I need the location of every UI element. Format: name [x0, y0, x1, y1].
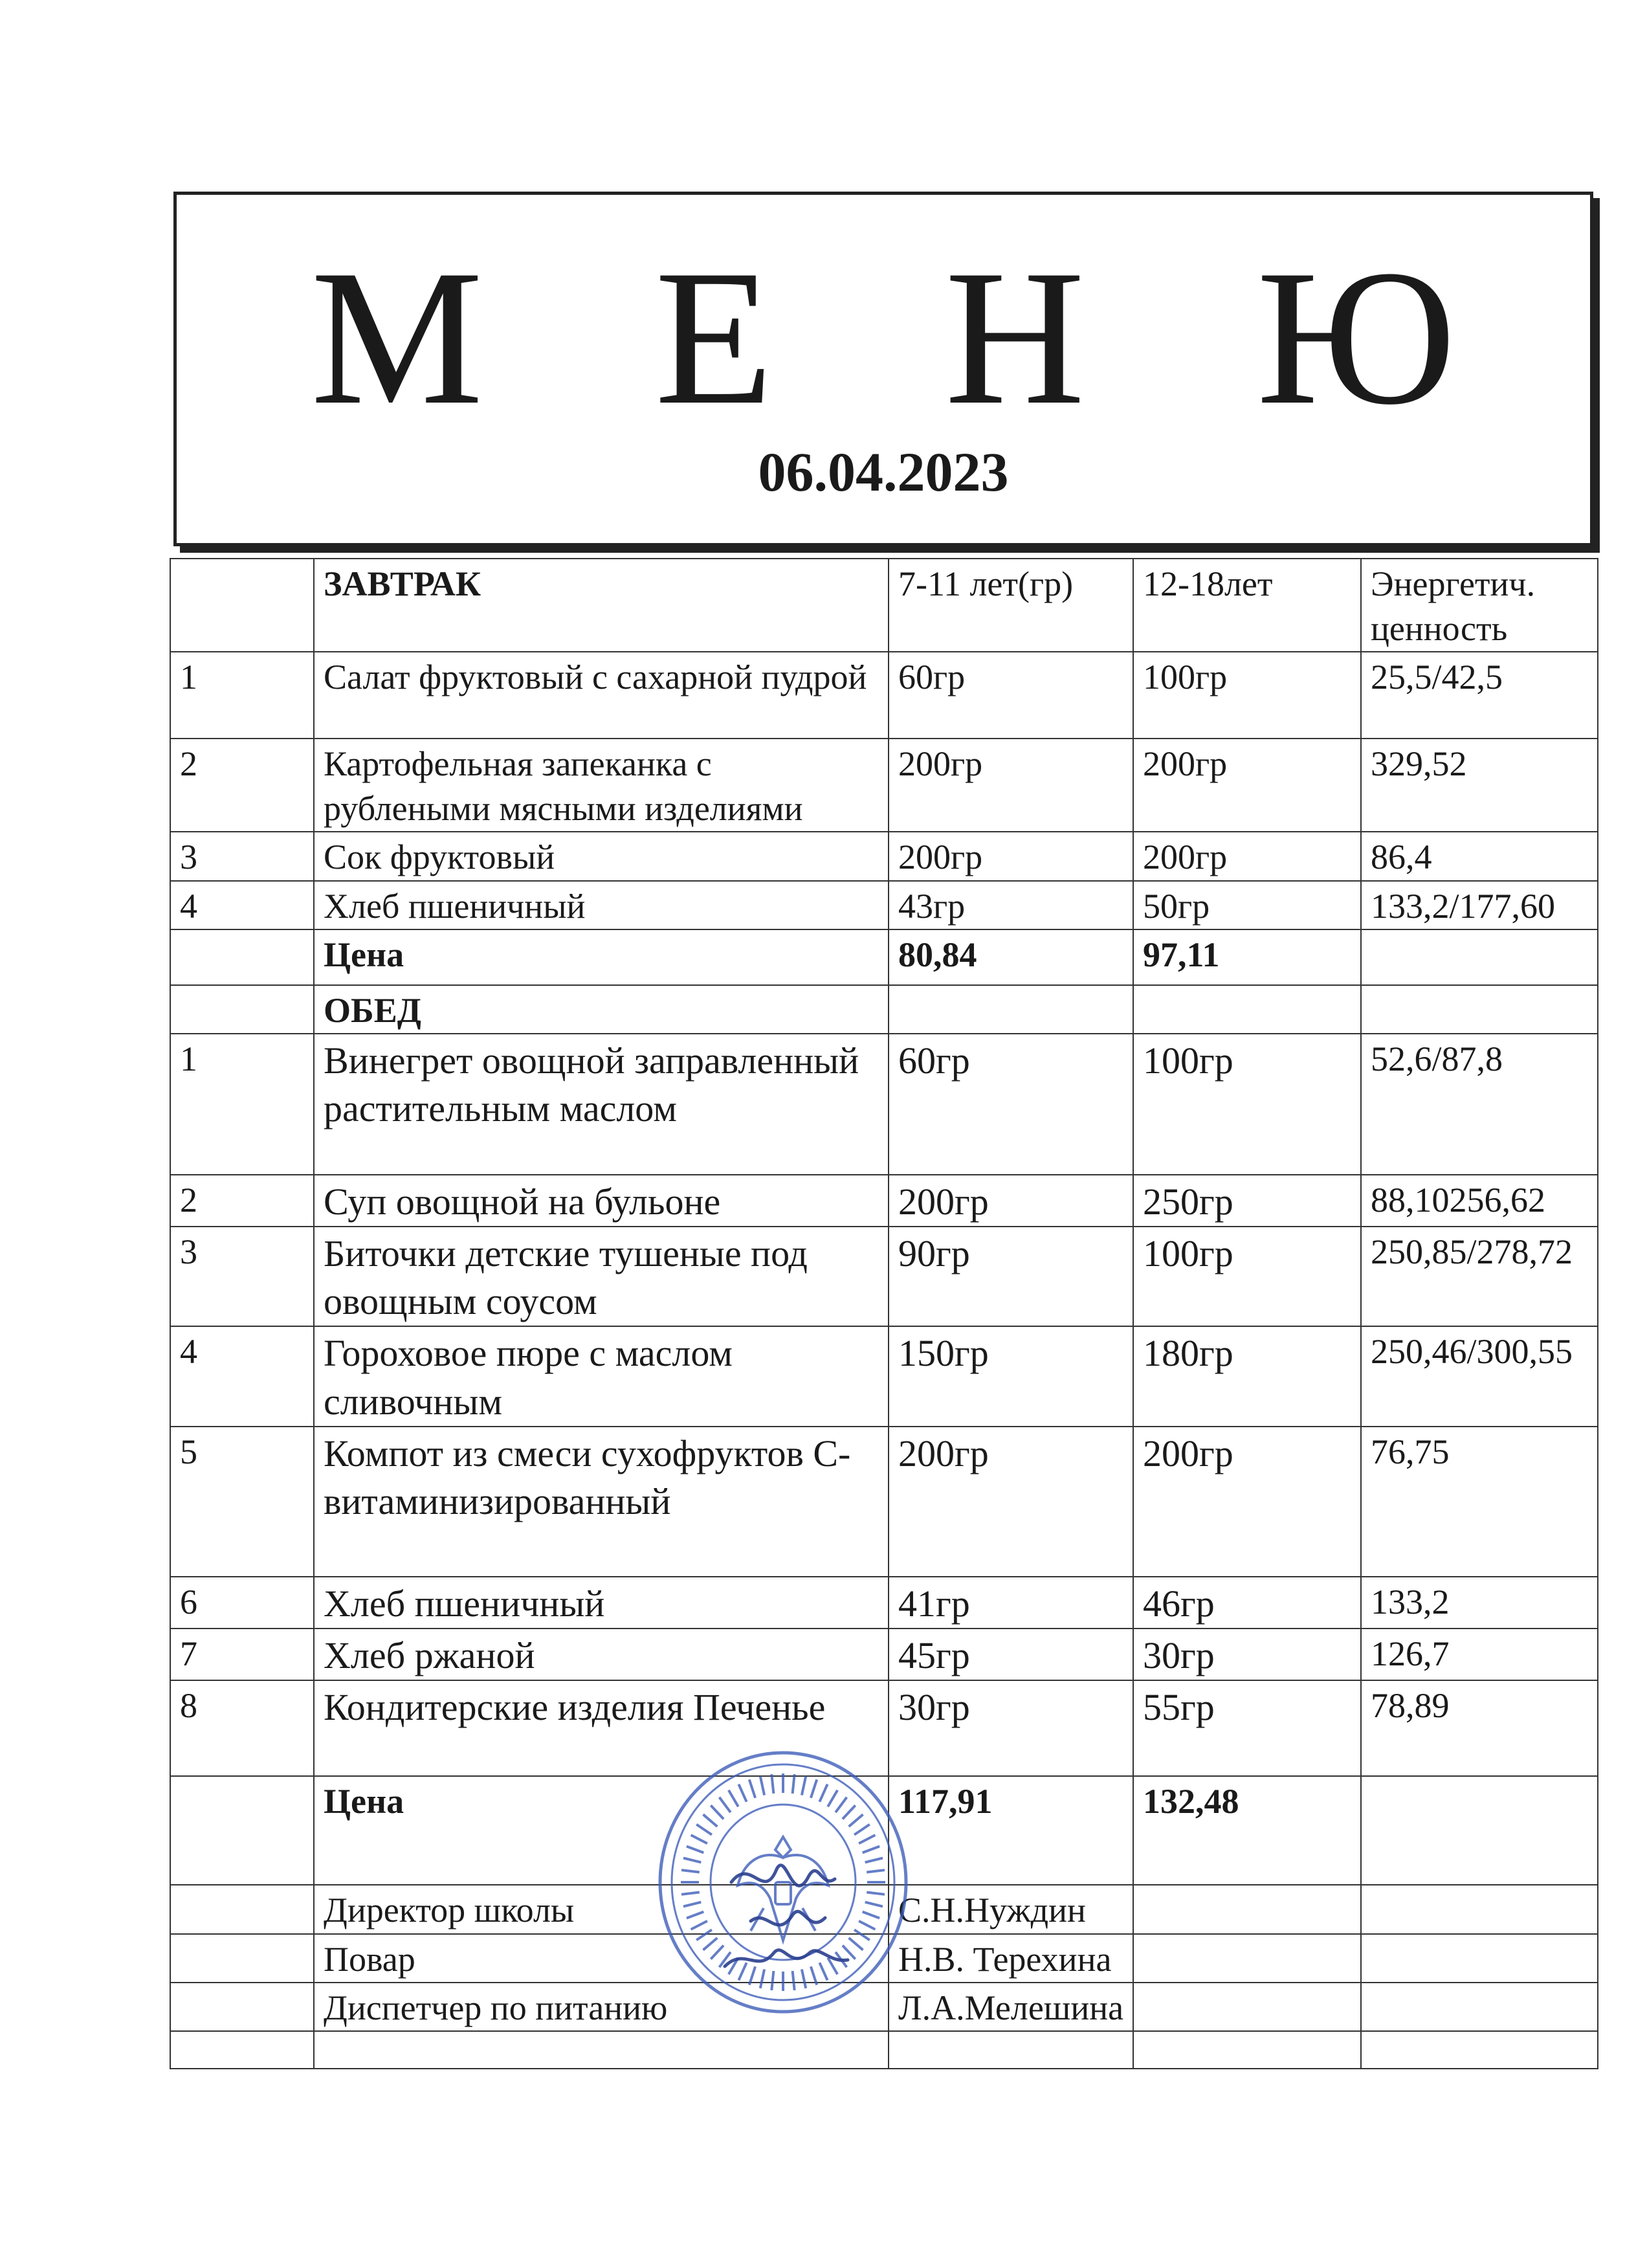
table-row	[170, 1427, 1598, 1577]
signature-name: Н.В. Терехина	[889, 1934, 1133, 1983]
cell-empty	[170, 559, 314, 652]
cell-empty	[1133, 1934, 1361, 1983]
table-row	[170, 1577, 1598, 1629]
cell-empty	[889, 2031, 1133, 2069]
item-energy: 76,75	[1361, 1427, 1598, 1577]
table-row	[170, 881, 1598, 929]
breakfast-section-label: ЗАВТРАК	[314, 559, 889, 652]
lunch-header-row	[170, 985, 1598, 1034]
item-portion-a: 45гр	[889, 1629, 1133, 1680]
item-name: Компот из смеси сухофруктов С-витаминизированный	[314, 1427, 889, 1577]
table-row	[170, 739, 1598, 832]
table-row	[170, 1680, 1598, 1776]
lunch-price-label: Цена	[314, 1776, 889, 1885]
item-name: Суп овощной на бульоне	[314, 1175, 889, 1227]
table-row	[170, 652, 1598, 739]
item-energy: 329,52	[1361, 739, 1598, 832]
item-portion-a: 90гр	[889, 1227, 1133, 1326]
cell-empty	[170, 1776, 314, 1885]
cell-empty	[1361, 985, 1598, 1034]
item-energy: 250,85/278,72	[1361, 1227, 1598, 1326]
item-energy: 25,5/42,5	[1361, 652, 1598, 739]
signature-role: Повар	[314, 1934, 889, 1983]
menu-date: 06.04.2023	[758, 441, 1009, 503]
item-number: 2	[170, 1175, 314, 1227]
breakfast-price-row	[170, 929, 1598, 985]
item-name: Хлеб ржаной	[314, 1629, 889, 1680]
item-number: 1	[170, 1034, 314, 1175]
item-number: 4	[170, 1326, 314, 1426]
item-name: Кондитерские изделия Печенье	[314, 1680, 889, 1776]
column-energy: Энергетич. ценность	[1361, 559, 1598, 652]
item-portion-b: 50гр	[1133, 881, 1361, 929]
item-portion-a: 43гр	[889, 881, 1133, 929]
item-number: 4	[170, 881, 314, 929]
cell-empty	[1133, 2031, 1361, 2069]
item-portion-a: 30гр	[889, 1680, 1133, 1776]
item-number: 8	[170, 1680, 314, 1776]
item-portion-a: 60гр	[889, 652, 1133, 739]
item-portion-b: 100гр	[1133, 652, 1361, 739]
item-portion-b: 55гр	[1133, 1680, 1361, 1776]
item-name: Картофельная запеканка с рублеными мясными изделиями	[314, 739, 889, 832]
column-age-12-18: 12-18лет	[1133, 559, 1361, 652]
signature-row	[170, 1983, 1598, 2031]
cell-empty	[1361, 1934, 1598, 1983]
signature-name: Л.А.Мелешина	[889, 1983, 1133, 2031]
cell-empty	[1361, 1983, 1598, 2031]
item-energy: 133,2	[1361, 1577, 1598, 1629]
cell-empty	[170, 985, 314, 1034]
table-row	[170, 832, 1598, 880]
item-portion-a: 200гр	[889, 1427, 1133, 1577]
menu-table	[170, 558, 1598, 2069]
cell-empty	[1361, 1776, 1598, 1885]
item-number: 5	[170, 1427, 314, 1577]
item-portion-b: 180гр	[1133, 1326, 1361, 1426]
item-portion-a: 200гр	[889, 739, 1133, 832]
table-row	[170, 1175, 1598, 1227]
item-number: 3	[170, 1227, 314, 1326]
item-portion-a: 200гр	[889, 1175, 1133, 1227]
item-portion-a: 41гр	[889, 1577, 1133, 1629]
item-energy: 52,6/87,8	[1361, 1034, 1598, 1175]
item-name: Биточки детские тушеные под овощным соусом	[314, 1227, 889, 1326]
cell-empty	[170, 1934, 314, 1983]
lunch-section-label: ОБЕД	[314, 985, 889, 1034]
item-number: 3	[170, 832, 314, 880]
item-energy: 86,4	[1361, 832, 1598, 880]
signature-row	[170, 1885, 1598, 1933]
cell-empty	[1361, 929, 1598, 985]
cell-empty	[889, 985, 1133, 1034]
cell-empty	[1133, 1983, 1361, 2031]
breakfast-price-label: Цена	[314, 929, 889, 985]
table-row	[170, 1326, 1598, 1426]
item-energy: 250,46/300,55	[1361, 1326, 1598, 1426]
item-energy: 126,7	[1361, 1629, 1598, 1680]
column-age-7-11: 7-11 лет(гр)	[889, 559, 1133, 652]
item-number: 6	[170, 1577, 314, 1629]
lunch-price-a: 117,91	[889, 1776, 1133, 1885]
table-row	[170, 1034, 1598, 1175]
cell-empty	[170, 1885, 314, 1933]
menu-header	[173, 192, 1593, 546]
item-portion-b: 100гр	[1133, 1034, 1361, 1175]
cell-empty	[1133, 985, 1361, 1034]
item-energy: 78,89	[1361, 1680, 1598, 1776]
signature-role: Диспетчер по питанию	[314, 1983, 889, 2031]
item-name: Винегрет овощной заправленный растительным маслом	[314, 1034, 889, 1175]
item-number: 1	[170, 652, 314, 739]
empty-row	[170, 2031, 1598, 2069]
item-number: 2	[170, 739, 314, 832]
item-portion-b: 200гр	[1133, 739, 1361, 832]
item-portion-b: 46гр	[1133, 1577, 1361, 1629]
cell-empty	[1133, 1885, 1361, 1933]
breakfast-price-b: 97,11	[1133, 929, 1361, 985]
item-portion-b: 30гр	[1133, 1629, 1361, 1680]
item-name: Салат фруктовый с сахарной пудрой	[314, 652, 889, 739]
cell-empty	[1361, 2031, 1598, 2069]
item-portion-b: 200гр	[1133, 1427, 1361, 1577]
cell-empty	[1361, 1885, 1598, 1933]
item-portion-b: 200гр	[1133, 832, 1361, 880]
menu-title: М Е Н Ю	[311, 230, 1518, 445]
item-portion-a: 150гр	[889, 1326, 1133, 1426]
item-energy: 88,10256,62	[1361, 1175, 1598, 1227]
item-energy: 133,2/177,60	[1361, 881, 1598, 929]
table-row	[170, 1227, 1598, 1326]
item-name: Сок фруктовый	[314, 832, 889, 880]
item-number: 7	[170, 1629, 314, 1680]
signature-role: Директор школы	[314, 1885, 889, 1933]
breakfast-price-a: 80,84	[889, 929, 1133, 985]
signature-row	[170, 1934, 1598, 1983]
lunch-price-b: 132,48	[1133, 1776, 1361, 1885]
table-row	[170, 1629, 1598, 1680]
item-portion-b: 250гр	[1133, 1175, 1361, 1227]
cell-empty	[170, 1983, 314, 2031]
item-portion-a: 60гр	[889, 1034, 1133, 1175]
cell-empty	[170, 929, 314, 985]
signature-name: С.Н.Нуждин	[889, 1885, 1133, 1933]
breakfast-header-row	[170, 559, 1598, 652]
cell-empty	[170, 2031, 314, 2069]
item-name: Хлеб пшеничный	[314, 1577, 889, 1629]
item-name: Гороховое пюре с маслом сливочным	[314, 1326, 889, 1426]
item-portion-b: 100гр	[1133, 1227, 1361, 1326]
item-portion-a: 200гр	[889, 832, 1133, 880]
lunch-price-row	[170, 1776, 1598, 1885]
item-name: Хлеб пшеничный	[314, 881, 889, 929]
cell-empty	[314, 2031, 889, 2069]
